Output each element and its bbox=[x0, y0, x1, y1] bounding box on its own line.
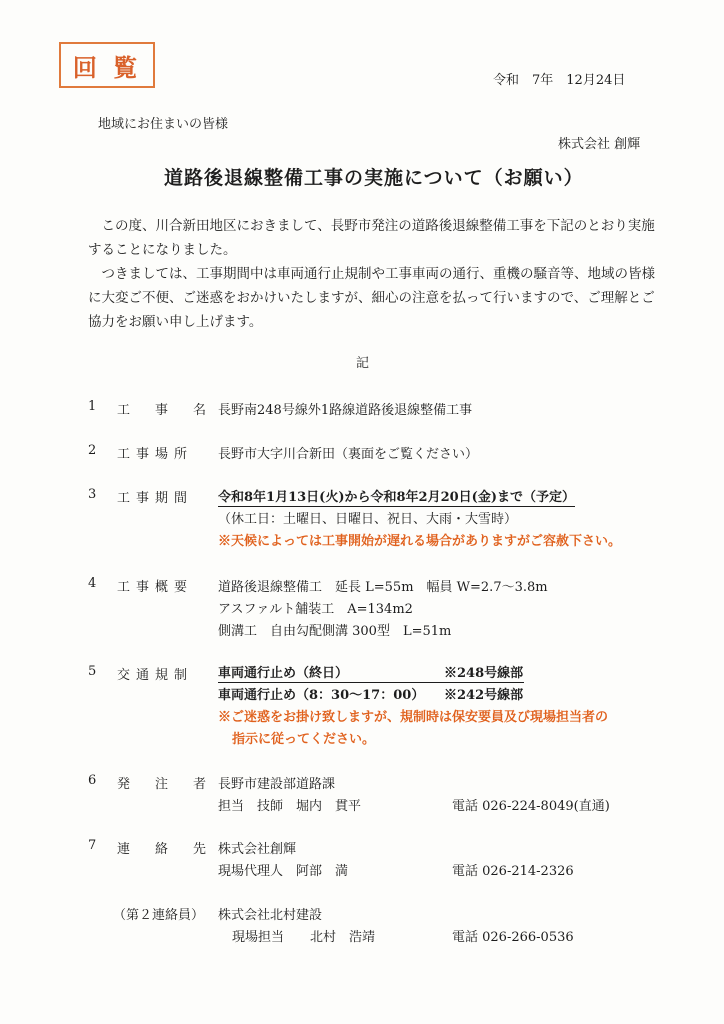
addressee: 地域にお住まいの皆様 bbox=[98, 117, 229, 132]
traffic-rule-2 bbox=[218, 684, 524, 703]
item-1-label: 工 事 名 bbox=[117, 403, 213, 418]
item-6-label: 発 注 者 bbox=[117, 777, 213, 792]
holidays: （休工日：土曜日、日曜日、祝日、大雨・大雪時） bbox=[218, 512, 518, 527]
weather-note: ※天候によっては工事開始が遅れる場合がありますがご容赦下さい。 bbox=[218, 534, 622, 549]
item-7-label: 連 絡 先 bbox=[117, 842, 213, 857]
sender: 株式会社 創輝 bbox=[558, 137, 641, 152]
item-5-label: 交通規制 bbox=[117, 668, 194, 683]
item-1-number: 1 bbox=[88, 399, 97, 414]
traffic-rule-1 bbox=[218, 662, 524, 683]
contact-org: 株式会社創輝 bbox=[218, 842, 297, 857]
item-6-number: 6 bbox=[88, 773, 97, 788]
overview-line-3: 側溝工 自由勾配側溝 300型 L=51m bbox=[218, 624, 452, 639]
second-contact-phone: 電話 026-266-0536 bbox=[452, 930, 574, 945]
item-2-label: 工事場所 bbox=[117, 447, 194, 462]
second-contact-label: （第２連絡員） bbox=[113, 908, 205, 923]
orderer-person: 担当 技師 堀内 貫平 bbox=[218, 799, 362, 814]
second-contact-org: 株式会社北村建設 bbox=[218, 908, 323, 923]
traffic-note-line-2: 指示に従ってください。 bbox=[232, 732, 376, 747]
item-4-number: 4 bbox=[88, 576, 97, 591]
item-7-number: 7 bbox=[88, 838, 97, 853]
overview-line-2: アスファルト舗装工 A=134m2 bbox=[218, 602, 413, 617]
traffic-rule-2-route: ※242号線部 bbox=[444, 688, 524, 703]
request-paragraph: つきましては、工事期間中は車両通行止規制や工事車両の通行、重機の騒音等、地域の皆様に大変ご不便、ご迷惑をおかけいたしますが、細心の注意を払って行いますので、ご理解とご協力をお願い申し上げます。 bbox=[88, 266, 655, 330]
intro-paragraph: この度、川合新田地区におきまして、長野市発注の道路後退線整備工事を下記のとおり実施することになりました。 bbox=[88, 218, 655, 258]
document-title: 道路後退線整備工事の実施について（お願い） bbox=[164, 167, 584, 189]
issue-date: 令和 7年 12月24日 bbox=[493, 73, 626, 88]
contact-person: 現場代理人 阿部 満 bbox=[218, 864, 349, 879]
traffic-rule-2-text: 車両通行止め（8：30〜17：00） bbox=[218, 688, 425, 703]
ki-heading: 記 bbox=[356, 356, 370, 371]
item-2-number: 2 bbox=[88, 443, 97, 458]
project-name: 長野南248号線外1路線道路後退線整備工事 bbox=[218, 403, 473, 418]
item-5-number: 5 bbox=[88, 664, 97, 679]
item-3-label: 工事期間 bbox=[117, 491, 194, 506]
second-contact-person: 現場担当 北村 浩靖 bbox=[232, 930, 376, 945]
circulation-stamp: 回 覧 bbox=[59, 42, 155, 88]
item-4-label: 工事概要 bbox=[117, 580, 194, 595]
traffic-note-line-1: ※ご迷惑をお掛け致しますが、規制時は保安要員及び現場担当者の bbox=[218, 710, 609, 725]
project-location: 長野市大字川合新田（裏面をご覧ください） bbox=[218, 447, 479, 462]
traffic-rule-1-text: 車両通行止め（終日） bbox=[218, 666, 349, 681]
orderer-org: 長野市建設部道路課 bbox=[218, 777, 336, 792]
traffic-rule-1-route: ※248号線部 bbox=[444, 666, 524, 681]
contact-phone: 電話 026-214-2326 bbox=[452, 864, 574, 879]
project-period: 令和8年1月13日(火)から令和8年2月20日(金)まで（予定） bbox=[218, 486, 575, 507]
orderer-phone: 電話 026-224-8049(直通) bbox=[452, 799, 610, 814]
overview-line-1: 道路後退線整備工 延長 L=55m 幅員 W=2.7〜3.8m bbox=[218, 580, 548, 595]
item-3-number: 3 bbox=[88, 487, 97, 502]
